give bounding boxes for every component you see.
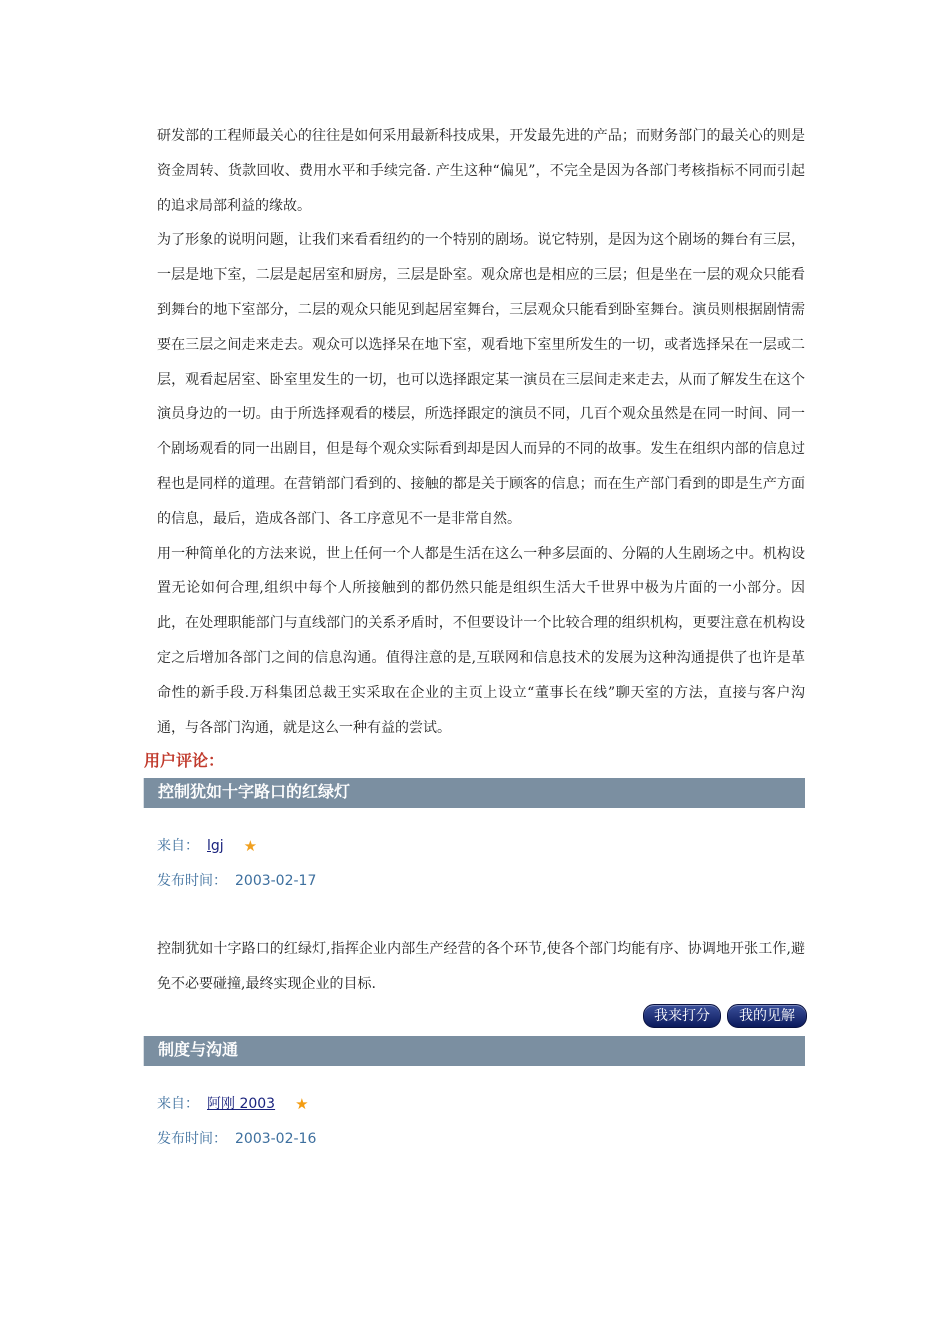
comment-author-row: [157, 836, 257, 856]
article: [157, 119, 805, 745]
comment-date: 2003-02-17: [235, 873, 317, 889]
date-label: 发布时间：: [157, 1131, 227, 1147]
article-paragraph: 用一种简单化的方法来说，世上任何一个人都是生活在这么一种多层面的、分隔的人生剧场之中。机构设置无论如何合理,组织中每个人所接触到的都仍然只能是组织生活大千世界中极为片面的一小部分。因此，在处理职能部门与直线部门的关系矛盾时，不但要设计一个比较合理的组织机构，更要注意在机构设定之后增加各部门之间的信息沟通。值得注意的是,互联网和信息技术的发展为这种沟通提供了也许是革命性的新手段.万科集团总裁王实采取在企业的主页上设立“董事长在线”聊天室的方法，直接与客户沟通，与各部门沟通，就是这么一种有益的尝试。: [157, 545, 805, 736]
article-paragraph: 研发部的工程师最关心的往往是如何采用最新科技成果，开发最先进的产品；而财务部门的最关心的则是资金周转、货款回收、费用水平和手续完备. 产生这种“偏见”，不完全是因为各部门考核指标不同而引起的追求局部利益的缘故。: [157, 128, 805, 214]
comments-title: 用户评论：: [144, 751, 225, 770]
date-label: 发布时间：: [157, 873, 227, 889]
author-link[interactable]: lgj: [207, 838, 224, 854]
comment-title: 控制犹如十字路口的红绿灯: [143, 778, 805, 808]
article-paragraph: 为了形象的说明问题，让我们来看看纽约的一个特别的剧场。说它特别，是因为这个剧场的舞台有三层，一层是地下室，二层是起居室和厨房，三层是卧室。观众席也是相应的三层；但是坐在一层的观众只能看到舞台的地下室部分，二层的观众只能见到起居室舞台，三层观众只能看到卧室舞台。演员则根据剧情需要在三层之间走来走去。观众可以选择呆在地下室，观看地下室里所发生的一切，或者选择呆在一层或二层，观看起居室、卧室里发生的一切，也可以选择跟定某一演员在三层间走来走去，从而了解发生在这个演员身边的一切。由于所选择观看的楼层，所选择跟定的演员不同，几百个观众虽然是在同一时间、同一个剧场观看的同一出剧目，但是每个观众实际看到却是因人而异的不同的故事。发生在组织内部的信息过程也是同样的道理。在营销部门看到的、接触的都是关于顾客的信息；而在生产部门看到的即是生产方面的信息，最后，造成各部门、各工序意见不一是非常自然。: [157, 232, 805, 527]
star-icon: ★: [295, 1095, 309, 1113]
comment-author-row: [157, 1094, 309, 1114]
half-star-icon: ★: [243, 837, 258, 855]
comment-date: 2003-02-16: [235, 1131, 317, 1147]
opinion-button[interactable]: 我的见解: [727, 1004, 807, 1028]
comment-date-row: [157, 871, 316, 891]
comment-title: 制度与沟通: [143, 1036, 805, 1066]
comment-body: 控制犹如十字路口的红绿灯,指挥企业内部生产经营的各个环节,使各个部门均能有序、协调地开张工作,避免不必要碰撞,最终实现企业的目标.: [157, 941, 805, 992]
comment-date-row: [157, 1129, 316, 1149]
author-link[interactable]: 阿刚 2003: [207, 1096, 276, 1112]
from-label: 来自：: [157, 1096, 199, 1112]
rate-button[interactable]: 我来打分: [643, 1004, 721, 1028]
from-label: 来自：: [157, 838, 199, 854]
